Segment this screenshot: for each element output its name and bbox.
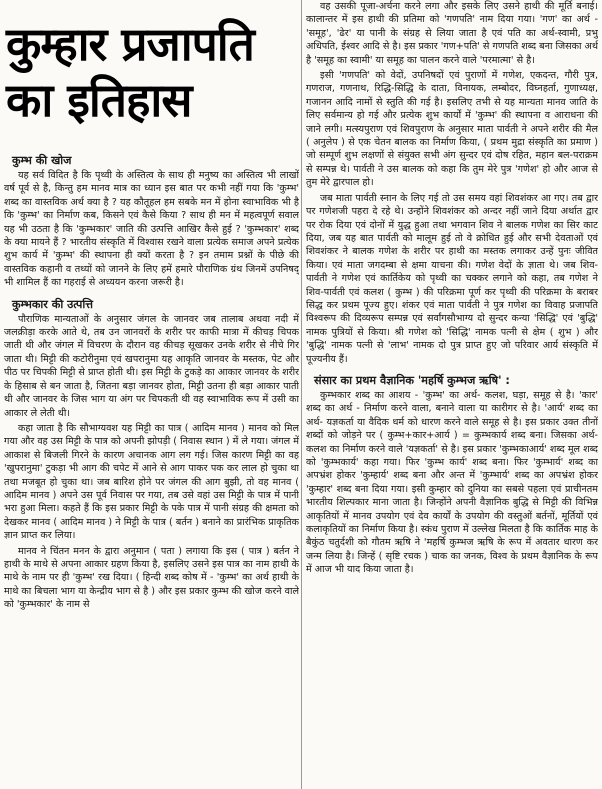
article-title	[6, 16, 299, 146]
utpatti-paragraph-2: कहा जाता है कि सौभाग्यवश यह मिट्टी का पात्र ( आदिम मानव ) मानव को मिल गया और वह उस मिट्टी के पात्र को अपनी झोपड़ी ( निवास स्थान ) में ले गया। जंगल में आकाश से बिजली गिरने के कारण अचानक आग लग गई। जिस कारण मिट्टी का वह 'खुपरानुमा' टुकड़ा भी आग की चपेट में आने से आग पाकर पक कर लाल हो चुका था तथा मजबूत हो चुका था। जब बारिश होने पर जंगल की आग बुझी, तो वह मानव ( आदिम मानव ) अपने उस पूर्व निवास पर गया, तब उसे वहां उस मिट्टी के पात्र में पानी भरा हुआ मिला। कहते हैं कि इस प्रकार मिट्टी के पके पात्र में पानी संग्रह की क्षमता को देखकर मानव ( आदिम मानव ) ने मिट्टी के पात्र ( बर्तन ) बनाने का प्रारंभिक प्राकृतिक ज्ञान प्राप्त कर लिया।	[4, 422, 299, 542]
title-line-2: का इतिहास	[6, 73, 192, 127]
rishi-heading: संसार का प्रथम वैज्ञानिक 'महर्षि कुम्भज ऋषि' :	[314, 373, 510, 387]
ganesh-names-paragraph: इसी 'गणपति' को वेदों, उपनिषदों एवं पुराणों में गणेश, एकदन्त, गौरी पुत्र, गणराज, गणनाथ, रिद्धि-सिद्धि के दाता, विनायक, लम्बोदर, विघ्नहर्ता, गुणाध्यक्ष, गजानन आदि नामों से स्तुति की गई है। इसलिए तभी से यह मान्यता मानव जाति के लिए सर्वमान्य हो गई और प्रत्येक शुभ कार्यों में 'कुम्भ' की स्थापना व आराधना की जाने लगी। मत्स्यपुराण एवं शिवपुराण के अनुसार माता पार्वती ने अपने शरीर की मैल ( अनुलेप ) से एक चेतन बालक का निर्माण किया, ( प्रथम मुद्रा संस्कृति का प्रमाण ) जो सम्पूर्ण शुभ लक्षणों से संयुक्त सभी अंग सुन्दर एवं दोष रहित, महान बल-पराक्रम से सम्पन्न थे। पार्वती ने उस बालक को कहा कि तुम मेरे पुत्र 'गणेश' हो और आज से तुम मेरे द्वारपाल हो।	[306, 70, 598, 189]
right-column	[306, 0, 598, 789]
title-line-1: कुम्हार प्रजापति	[6, 17, 254, 71]
utpatti-heading: कुम्भकार की उत्पत्ति	[12, 297, 93, 311]
kumbhkar-meaning-paragraph: कुम्भकार शब्द का आशय - 'कुम्भ' का अर्थ- कलश, घड़ा, समूह से है। 'कार' शब्द का अर्थ - निर्माण करने वाला, बनाने वाला या कारीगर से है। 'आर्य' शब्द का अर्थ- यज्ञकर्ता या वैदिक धर्म को धारण करने वाले समूह से है। इस प्रकार उक्त तीनों शब्दों को जोड़ने पर ( कुम्भ+कार+आर्य ) = कुम्भकार्य शब्द बना। जिसका अर्थ- कलश का निर्माण करने वाले 'यज्ञकर्ता' से है। इस प्रकार 'कुम्भकाआर्य' शब्द मूल शब्द को 'कुम्भकार्य' कहा गया। फिर 'कुम्भ कार्य' शब्द बना। फिर 'कुम्भार्य' शब्द का अपभ्रंश होकर 'कुम्हार्य' शब्द बना और अन्त में 'कुम्भार्य' शब्द का अपभ्रंश होकर 'कुम्हार' शब्द बना दिया गया। इसी कुम्हार को दुनिया का सबसे पहला एवं प्राचीनतम भारतीय शिल्पकार माना जाता है। जिन्होंने अपनी वैज्ञानिक बुद्धि से मिट्टी की विभिन्न आकृतियों में मानव उपयोग एवं देव कार्यों के उपयोग की वस्तुओं बर्तनों, मूर्तियों एवं कलाकृतियों का निर्माण किया है। स्कंध पुराण में उल्लेख मिलता है कि कार्तिक माह के बैकुंठ चतुर्दशी को गौतम ऋषि ने 'महर्षि कुम्भज ऋषि के रूप में अवतार धारण कर जन्म लिया है। जिन्हें ( सृष्टि रचक ) चाक का जनक, विश्व के प्रथम वैज्ञानिक के रूप में आज भी याद किया जाता है।	[306, 389, 598, 576]
khoj-paragraph: यह सर्व विदित है कि पृथ्वी के अस्तित्व के साथ ही मनुष्य का अस्तित्व भी लाखों वर्ष पूर्व से है, किन्तु हम मानव मात्र का ध्यान इस बात पर कभी नहीं गया कि 'कुम्भ' शब्द का वास्तविक अर्थ क्या है ? यह कौतूहल हम सबके मन में होना स्वाभाविक भी है कि 'कुम्भ' का निर्माण कब, किसने एवं कैसे किया ? साथ ही मन में महत्वपूर्ण सवाल यह भी उठता है कि 'कुम्भकार' जाति की उत्पत्ति आखिर कैसे हुई ? 'कुम्भकार' शब्द के क्या मायने हैं ? भारतीय संस्कृति में विश्वास रखने वाला प्रत्येक समाज अपने प्रत्येक शुभ कार्य में 'कुम्भ' की स्थापना ही क्यों करता है ? इन तमाम प्रश्नों के पीछे की वास्तविक कहानी व तथ्यों को जानने के लिए हमें हमारे पौराणिक ग्रंथ जिनमें उपनिषद् भी शामिल हैं का गहराई से अध्ययन करना जरूरी है।	[4, 170, 299, 289]
utpatti-paragraph-3: मानव ने चिंतन मनन के द्वारा अनुमान ( पता ) लगाया कि इस ( पात्र ) बर्तन ने हाथी के माथे से अपना आकार ग्रहण किया है, इसलिए उसने इस पात्र का नाम हाथी के माथे के नाम पर ही 'कुम्भ' रख दिया। ( हिन्दी शब्द कोष में - 'कुम्भ' का अर्थ हाथी के माथे का बिचला भाग या केन्द्रीय भाग से है ) और इस प्रकार कुम्भ की खोज करने वाले को 'कुम्भकार' के नाम से	[4, 545, 299, 611]
ganpati-paragraph: वह उसकी पूजा-अर्चना करने लगा और इसके लिए उसने हाथी की मूर्ति बनाई। कालान्तर में इस हाथी की प्रतिमा को 'गणपति' नाम दिया गया। 'गण' का अर्थ - 'समूह', 'ढेर' या पानी के संग्रह से लिया जाता है एवं पति का अर्थ-स्वामी, प्रभु अधिपति, ईश्वर आदि से है। इस प्रकार 'गण+पति' से गणपति शब्द बना जिसका अर्थ है 'समूह का स्वामी' या समूह का पालन करने वाले 'परमात्मा' से है।	[306, 1, 598, 66]
left-column	[4, 0, 299, 789]
column-divider	[301, 0, 302, 789]
shiv-ganesh-paragraph: जब माता पार्वती स्नान के लिए गई तो उस समय वहां शिवशंकर आ गए। तब द्वार पर गणेशजी पहरा दे रहे थे। उन्होंने शिवशंकर को अन्दर नहीं जाने दिया अर्थात द्वार पर रोक दिया एवं दोनों में युद्ध हुआ तथा भगवान शिव ने बालक गणेश का सिर काट दिया, जब यह बात पार्वती को मालूम हुई तो वे क्रोधित हुई और सभी देवताओं एवं शिवशंकर ने बालक गणेश के शरीर पर हाथी का मस्तक लगाकर उन्हें पुनः जीवित किया। एवं माता जगदम्बा से क्षमा याचना की। गणेश वेदों के ज्ञाता थे। जब शिव-पार्वती ने गणेश एवं कार्तिकेय को पृथ्वी का चक्कर लगाने को कहा, तब गणेश ने शिव-पार्वती एवं कलश ( कुम्भ ) की परिक्रमा पूर्ण कर पृथ्वी की परिक्रमा के बराबर सिद्ध कर प्रथम पूज्य हुए। शंकर एवं माता पार्वती ने पुत्र गणेश का विवाह प्रजापति विश्वरूप की दिव्यरूप सम्पन्न एवं सर्वांगसौभाग्य दो सुन्दर कन्या 'सिद्धि' एवं 'बुद्धि' नामक पुत्रियों से किया। श्री गणेश को 'सिद्धि' नामक पत्नी से क्षेम ( शुभ ) और 'बुद्धि' नामक पत्नी से 'लाभ' नामक दो पुत्र प्राप्त हुए जो परिवार आर्य संस्कृति में पूज्यनीय हैं।	[306, 192, 598, 365]
utpatti-paragraph-1: पौराणिक मान्यताओं के अनुसार जंगल के जानवर जब तालाब अथवा नदी में जलक्रीड़ा करके आते थे, तब उन जानवरों के शरीर पर काफी मात्रा में कीचड़ चिपक जाती थी और जंगल में विचरण के दौरान वह कीचड़ सूखकर उनके शरीर से नीचे गिर जाता थी। मिट्टी की कटोरीनुमा एवं खपरानुमा यह आकृति जानवर के मस्तक, पेट और पीठ पर चिपकी मिट्टी से प्राप्त होती थी। इस मिट्टी के टुकड़े का आकार जानवर के शरीर के हिसाब से बन जाता है, जितना बड़ा जानवर होता, मिट्टी उतना ही बड़ा आकार पाती थी और जानवर के जिस भाग या अंग पर चिपकती थी वह स्वाभाविक रूप में उसी का आकार ले लेती थी।	[4, 313, 299, 419]
khoj-heading: कुम्भ की खोज	[12, 154, 72, 167]
